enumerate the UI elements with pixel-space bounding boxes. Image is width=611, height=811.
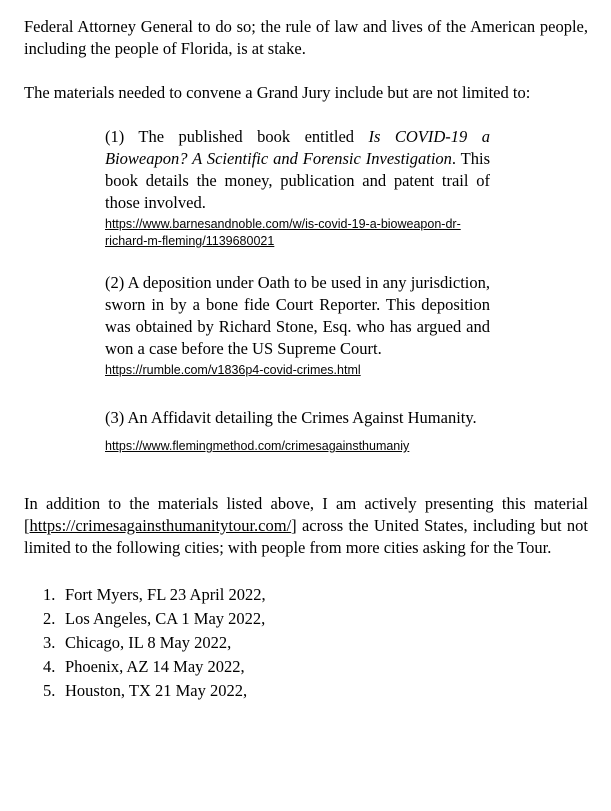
city-label: Houston, TX 21 May 2022, bbox=[65, 681, 248, 700]
city-list-item bbox=[43, 583, 588, 607]
city-number: 4. bbox=[43, 657, 56, 676]
city-label: Chicago, IL 8 May 2022, bbox=[65, 633, 232, 652]
rumble-link[interactable]: https://rumble.com/v1836p4-covid-crimes.html bbox=[105, 363, 361, 377]
city-number: 3. bbox=[43, 633, 56, 652]
city-number: 2. bbox=[43, 609, 56, 628]
book-title: Is COVID-19 a Bioweapon? A Scientific and Forensic Investigation bbox=[105, 127, 490, 168]
paragraph-tour-post: ] across the United States, including but not limited to the following cities; with people from more cities asking for the Tour. bbox=[24, 516, 588, 557]
city-list-item bbox=[43, 679, 588, 703]
material-item-3: (3) An Affidavit detailing the Crimes Against Humanity. bbox=[105, 408, 477, 427]
flemingmethod-link[interactable]: https://www.flemingmethod.com/crimesagainsthumaniy bbox=[105, 439, 410, 453]
city-label: Phoenix, AZ 14 May 2022, bbox=[65, 657, 245, 676]
city-list-item bbox=[43, 655, 588, 679]
city-list-item bbox=[43, 607, 588, 631]
paragraph-intro: Federal Attorney General to do so; the rule of law and lives of the American people, including the people of Florida, is at stake. bbox=[24, 17, 588, 58]
paragraph-materials: The materials needed to convene a Grand Jury include but are not limited to: bbox=[24, 83, 531, 102]
material-item-1 bbox=[105, 126, 490, 214]
material-item-2: (2) A deposition under Oath to be used in any jurisdiction, sworn in by a bone fide Court Reporter. This deposition was obtained by Richard Stone, Esq. who has argued and won a case before the US Supreme Court. bbox=[105, 273, 490, 358]
material-item-1-prefix: (1) The published book entitled bbox=[105, 127, 369, 146]
tour-link[interactable]: https://crimesagainsthumanitytour.com/ bbox=[29, 516, 292, 535]
materials-list bbox=[105, 126, 490, 455]
city-number: 5. bbox=[43, 681, 56, 700]
paragraph-tour-pre: In addition to the materials listed above, I am actively presenting this material [ bbox=[24, 494, 588, 535]
city-list bbox=[43, 583, 588, 703]
material-item-1-suffix: . This book details the money, publication and patent trail of those involved. bbox=[105, 149, 490, 212]
city-label: Los Angeles, CA 1 May 2022, bbox=[65, 609, 266, 628]
city-list-item bbox=[43, 631, 588, 655]
city-number: 1. bbox=[43, 585, 56, 604]
barnes-noble-link[interactable]: https://www.barnesandnoble.com/w/is-covid-19-a-bioweapon-dr-richard-m-fleming/1139680021 bbox=[105, 217, 461, 248]
paragraph-tour bbox=[24, 493, 588, 559]
city-label: Fort Myers, FL 23 April 2022, bbox=[65, 585, 266, 604]
